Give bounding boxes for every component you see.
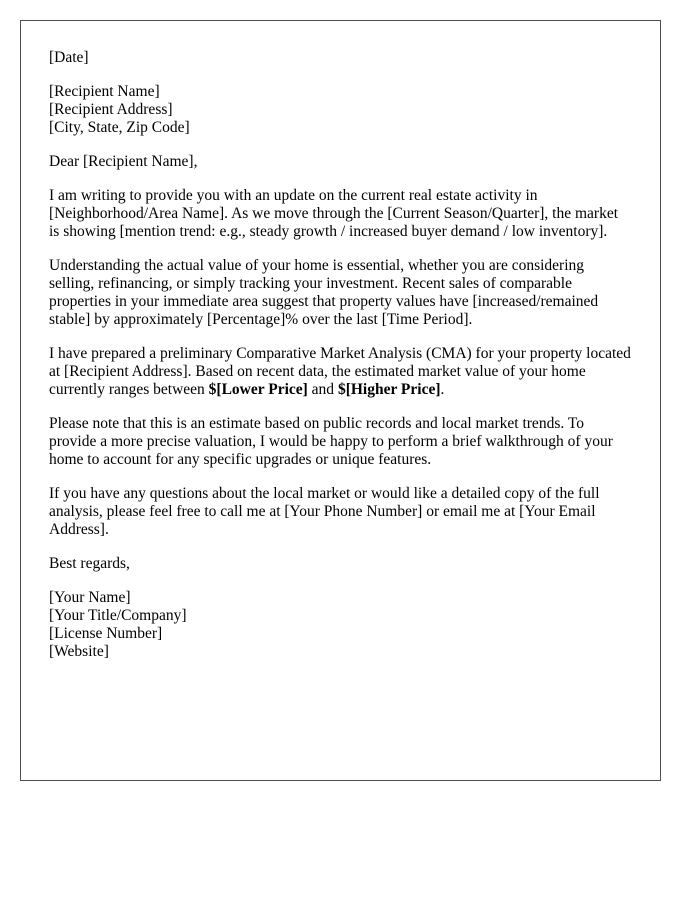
letter-date: [Date] — [49, 49, 89, 66]
paragraph-market-update: I am writing to provide you with an update on the current real estate activity in [Neighborhood/Area Name]. As we move through the [Current Season/Quarter], the market is showing [mention trend: e.g., steady growth / increased buyer demand / low inventory]. — [49, 187, 619, 240]
recipient-block — [49, 83, 632, 137]
signature-license: [License Number] — [49, 625, 163, 642]
signature-name: [Your Name] — [49, 589, 131, 606]
closing: Best regards, — [49, 555, 130, 572]
recipient-address: [Recipient Address] — [49, 101, 173, 118]
higher-price: $[Higher Price] — [337, 381, 441, 398]
signature-website: [Website] — [49, 643, 109, 660]
paragraph-estimate-note: Please note that this is an estimate based on public records and local market trends. To provide a more precise valuation, I would be happy to perform a brief walkthrough of your home to account for any specific upgrades or unique features. — [49, 415, 613, 468]
cma-text-before: I have prepared a preliminary Comparative Market Analysis (CMA) for your property located at [Recipient Address]. Based on recent data, the estimated market value of your home currently ranges between — [49, 345, 631, 398]
paragraph-contact: If you have any questions about the local market or would like a detailed copy of the full analysis, please feel free to call me at [Your Phone Number] or email me at [Your Email Address]. — [49, 485, 600, 538]
letter-page — [20, 20, 661, 781]
recipient-name: [Recipient Name] — [49, 83, 160, 100]
recipient-city-state-zip: [City, State, Zip Code] — [49, 119, 190, 136]
cma-text-after: . — [440, 381, 445, 398]
signature-block — [49, 589, 632, 661]
paragraph-cma — [49, 345, 632, 399]
lower-price: $[Lower Price] — [208, 381, 308, 398]
salutation: Dear [Recipient Name], — [49, 153, 198, 170]
cma-connector: and — [307, 381, 338, 398]
signature-title-company: [Your Title/Company] — [49, 607, 187, 624]
paragraph-home-value: Understanding the actual value of your home is essential, whether you are considering selling, refinancing, or simply tracking your investment. Recent sales of comparable properties in your immediate area suggest that property values have [increased/remained stable] by approximately [Percentage]% over the last [Time Period]. — [49, 257, 599, 328]
